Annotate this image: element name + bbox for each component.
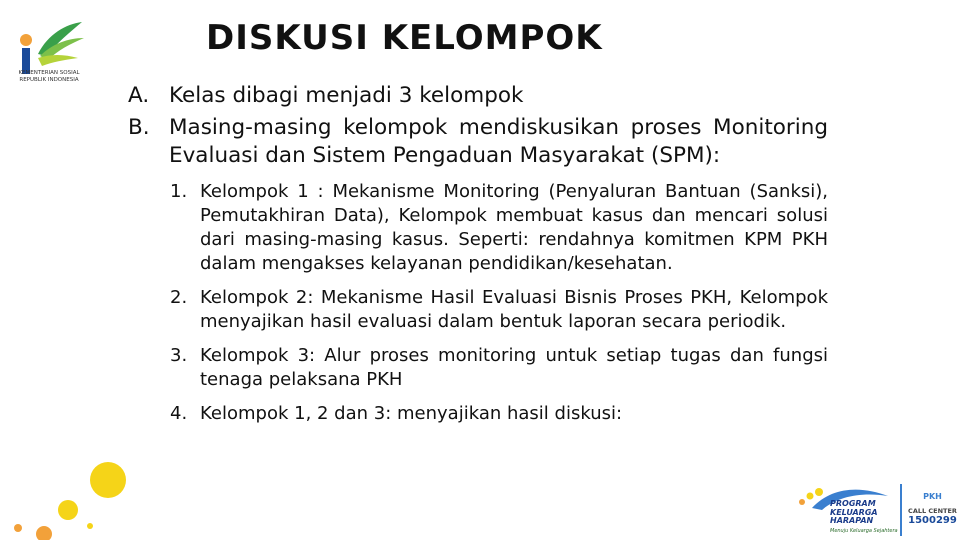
dot-shape [36, 526, 52, 540]
list-marker: B. [128, 115, 150, 140]
footer-divider [900, 484, 902, 536]
sub-list-item [170, 402, 828, 426]
sub-list-marker: 2. [170, 287, 188, 308]
sub-list-text: Kelompok 3: Alur proses monitoring untuk setiap tugas dan fungsi tenaga pelaksana PKH [200, 345, 828, 390]
sub-list-text: Kelompok 1 : Mekanisme Monitoring (Penyaluran Bantuan (Sanksi), Pemutakhiran Data), Kelompok membuat kasus dan mencari solusi dari masing-masing kasus. Seperti: rendahnya komitmen KPM PKH dalam mengakses kelayanan pendidikan/kesehatan. [200, 181, 828, 274]
list-item [128, 82, 828, 110]
sub-list-text: Kelompok 1, 2 dan 3: menyajikan hasil diskusi: [200, 403, 623, 424]
leaf-icon [38, 22, 84, 66]
call-center [905, 492, 960, 526]
person-head-icon [20, 34, 32, 46]
list-text: Kelas dibagi menjadi 3 kelompok [169, 83, 524, 108]
pkh-tagline: Menuju Keluarga Sejahtera [830, 528, 898, 534]
dot-shape [87, 523, 93, 529]
sub-list-marker: 4. [170, 403, 188, 424]
call-center-pkh: PKH [923, 492, 942, 501]
list-text: Masing-masing kelompok mendiskusikan proses Monitoring Evaluasi dan Sistem Pengaduan Masyarakat (SPM): [169, 115, 828, 168]
dot-shape [90, 462, 126, 498]
list-item [128, 114, 828, 170]
dot-shape [58, 500, 78, 520]
sub-list-item [170, 180, 828, 276]
sub-list-marker: 1. [170, 181, 188, 202]
list-marker: A. [128, 83, 150, 108]
call-center-number: 1500299 [908, 515, 957, 526]
slide-title: DISKUSI KELOMPOK [206, 18, 603, 58]
dot-shape [14, 524, 22, 532]
call-center-label: CALL CENTER [908, 507, 957, 515]
slide-content [128, 82, 828, 436]
sub-list-marker: 3. [170, 345, 188, 366]
decorative-dots [0, 450, 140, 540]
sub-list-item [170, 344, 828, 392]
pkh-program-name: PROGRAM KELUARGA HARAPAN [830, 499, 878, 525]
logo-caption: KEMENTERIAN SOSIAL REPUBLIK INDONESIA [18, 70, 80, 83]
sub-list-item [170, 286, 828, 334]
sub-list-text: Kelompok 2: Mekanisme Hasil Evaluasi Bisnis Proses PKH, Kelompok menyajikan hasil evaluasi dalam bentuk laporan secara periodik. [200, 287, 828, 332]
sub-list [170, 180, 828, 426]
